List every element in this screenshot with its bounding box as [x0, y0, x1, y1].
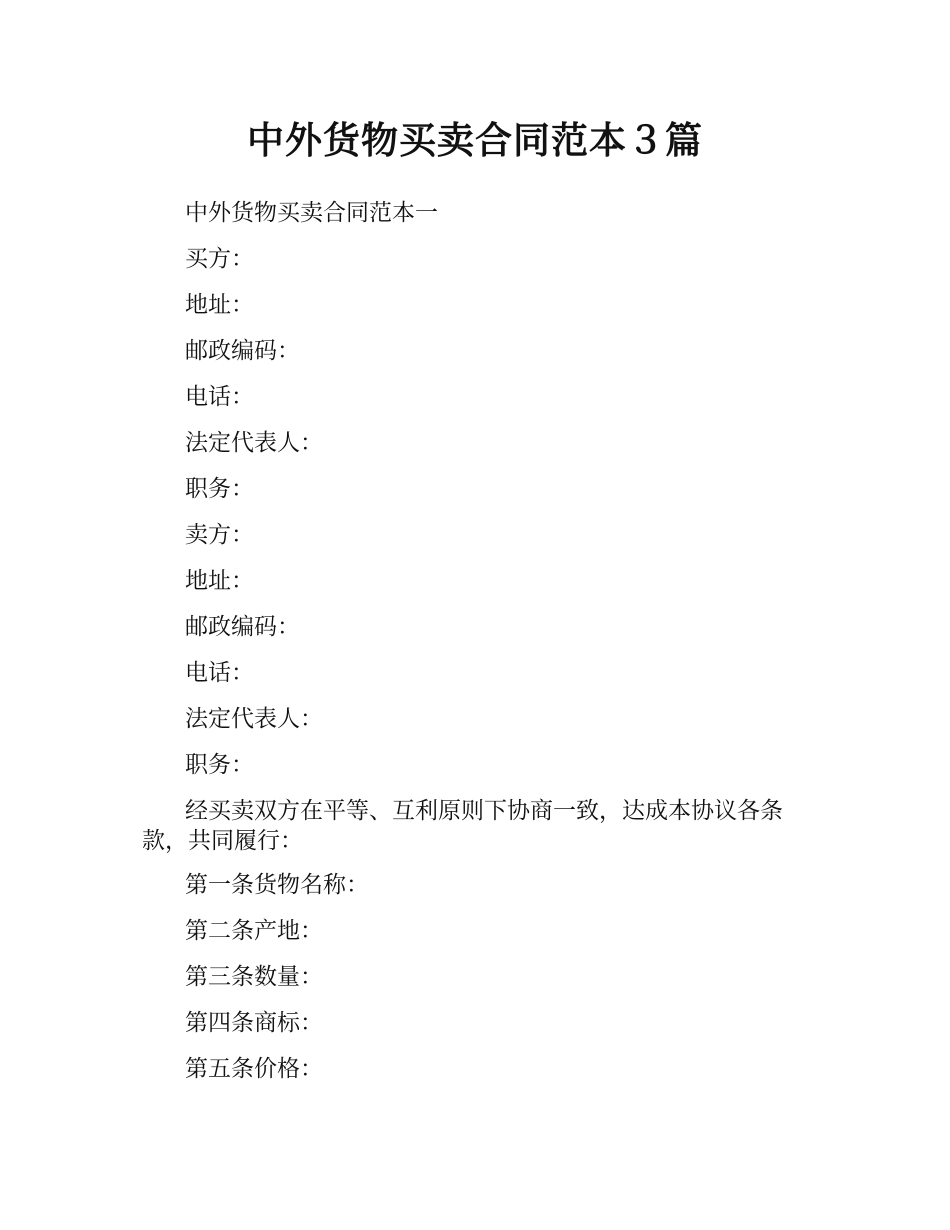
seller-postcode-label: 邮政编码：: [185, 614, 300, 640]
buyer-label: 买方：: [185, 246, 254, 272]
clause-quantity: 第三条数量：: [185, 964, 323, 990]
clause-price: 第五条价格：: [185, 1056, 323, 1082]
document-body: [142, 198, 822, 1100]
agreement-preamble: 经买卖双方在平等、互利原则下协商一致，达成本协议各条款，共同履行：: [142, 798, 783, 854]
section-heading: 中外货物买卖合同范本一: [185, 200, 438, 226]
buyer-postcode-label: 邮政编码：: [185, 338, 300, 364]
clause-goods-name: 第一条货物名称：: [185, 872, 369, 898]
buyer-phone-label: 电话：: [185, 384, 254, 410]
clause-origin: 第二条产地：: [185, 918, 323, 944]
seller-phone-label: 电话：: [185, 660, 254, 686]
seller-address-label: 地址：: [185, 568, 254, 594]
buyer-position-label: 职务：: [185, 476, 254, 502]
buyer-address-label: 地址：: [185, 292, 254, 318]
seller-representative-label: 法定代表人：: [185, 706, 323, 732]
seller-label: 卖方：: [185, 522, 254, 548]
buyer-representative-label: 法定代表人：: [185, 430, 323, 456]
clause-trademark: 第四条商标：: [185, 1010, 323, 1036]
seller-position-label: 职务：: [185, 752, 254, 778]
document-title: 中外货物买卖合同范本３篇: [247, 119, 703, 162]
